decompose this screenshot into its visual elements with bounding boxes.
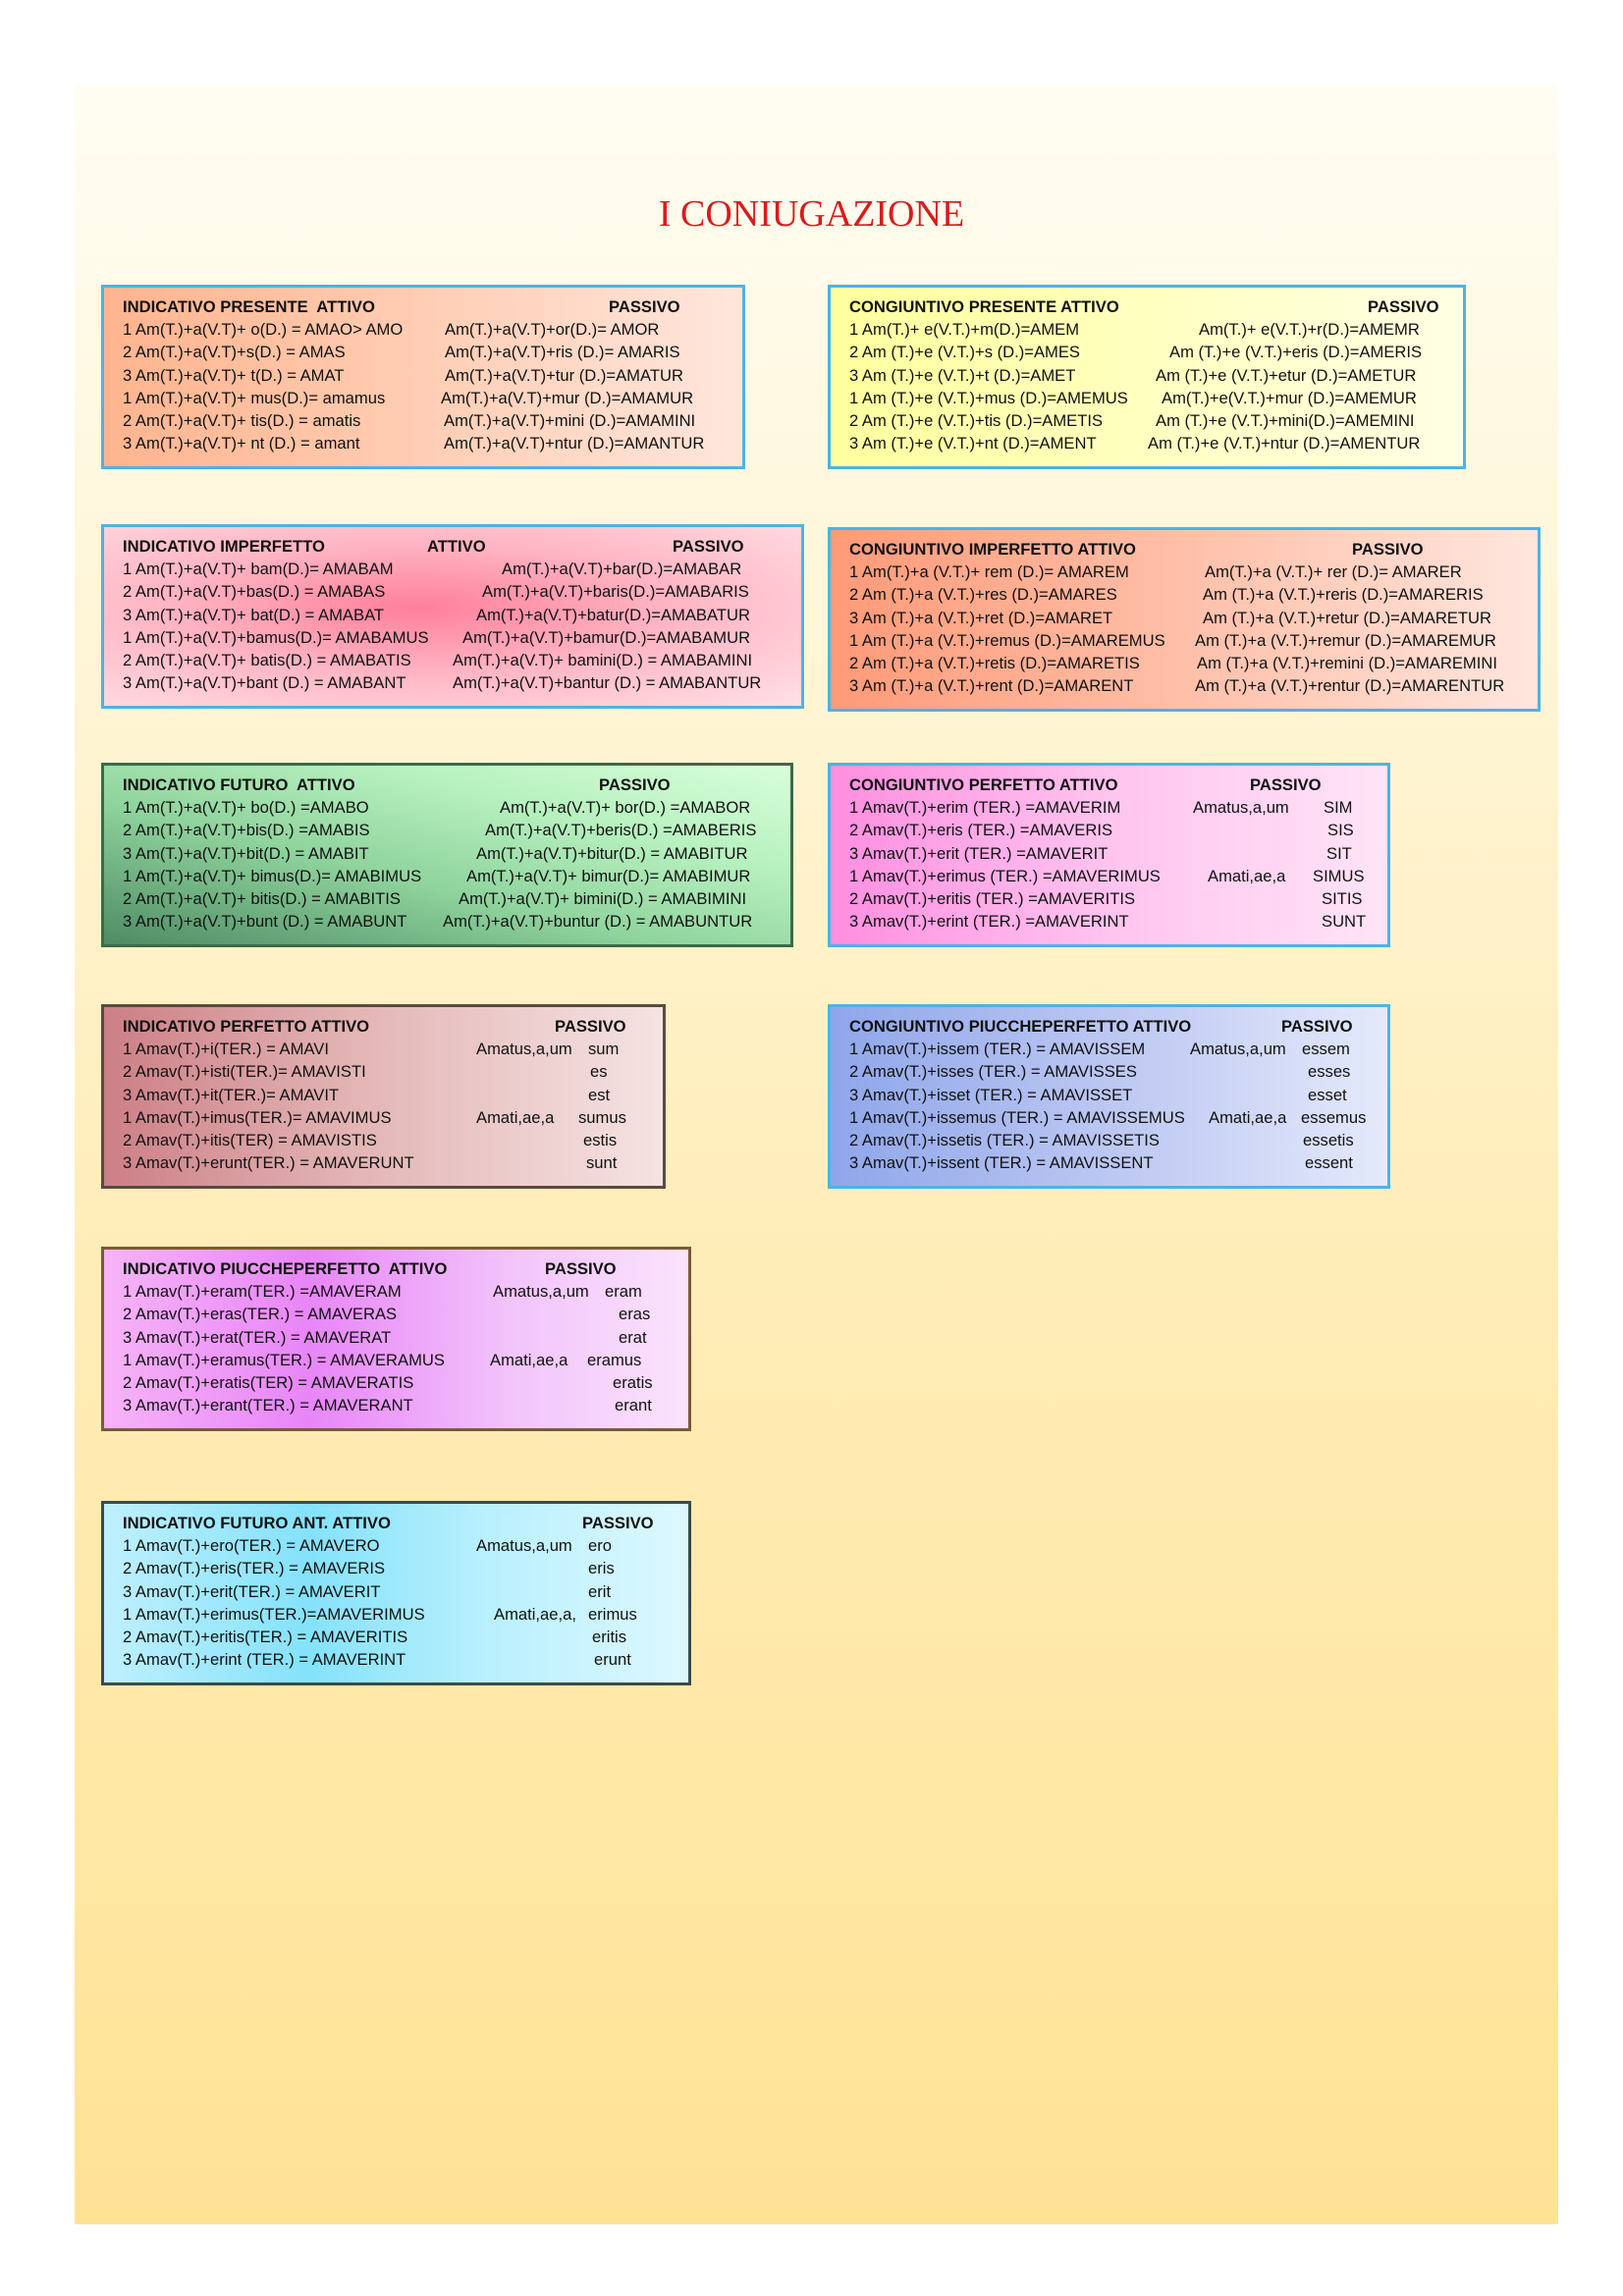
auxiliary: SIS bbox=[1327, 821, 1354, 840]
active-form: 2 Am(T.)+a(V.T)+bis(D.) =AMABIS bbox=[123, 821, 370, 840]
auxiliary: essemus bbox=[1301, 1107, 1367, 1127]
indicativo-perfetto-table bbox=[101, 1004, 666, 1189]
active-form: 1 Amav(T.)+imus(TER.)= AMAVIMUS bbox=[123, 1107, 392, 1127]
table-row bbox=[849, 1151, 1376, 1174]
auxiliary: erant bbox=[615, 1396, 652, 1415]
passive-form: Am(T.)+a(V.T)+batur(D.)=AMABATUR bbox=[476, 605, 750, 624]
table-row bbox=[849, 652, 1526, 674]
auxiliary: erit bbox=[588, 1581, 612, 1601]
passive-form: Am(T.)+a(V.T)+ bimur(D.)= AMABIMUR bbox=[466, 866, 751, 885]
table-row bbox=[123, 1326, 676, 1349]
auxiliary: essent bbox=[1305, 1153, 1353, 1173]
active-form: 2 Amav(T.)+eritis(TER.) = AMAVERITIS bbox=[123, 1627, 408, 1646]
active-form: 3 Amav(T.)+erit (TER.) =AMAVERIT bbox=[849, 843, 1109, 863]
table-header bbox=[123, 1015, 651, 1038]
table-row bbox=[849, 1106, 1376, 1129]
active-form: 3 Am(T.)+a(V.T)+bit(D.) = AMABIT bbox=[123, 843, 369, 863]
table-row bbox=[123, 819, 779, 841]
active-form: 1 Amav(T.)+ero(TER.) = AMAVERO bbox=[123, 1536, 380, 1556]
table-row bbox=[123, 1349, 676, 1371]
passive-form: Am (T.)+a (V.T.)+retur (D.)=AMARETUR bbox=[1203, 608, 1491, 627]
active-form: 3 Amav(T.)+issent (TER.) = AMAVISSENT bbox=[849, 1153, 1154, 1173]
header-active-label: INDICATIVO PIUCCHEPERFETTO ATTIVO bbox=[123, 1259, 448, 1278]
auxiliary: eris bbox=[588, 1559, 615, 1578]
auxiliary: eritis bbox=[592, 1627, 627, 1646]
active-form: 1 Am(T.)+a(V.T)+ bimus(D.)= AMABIMUS bbox=[123, 866, 422, 885]
active-form: 3 Am(T.)+a(V.T)+ bat(D.) = AMABAT bbox=[123, 605, 385, 624]
active-form: 1 Amav(T.)+i(TER.) = AMAVI bbox=[123, 1040, 329, 1059]
table-row bbox=[123, 1371, 676, 1394]
header-active-label: INDICATIVO FUTURO ANT. ATTIVO bbox=[123, 1514, 391, 1532]
passive-form: Am(T.)+a(V.T)+tur (D.)=AMATUR bbox=[445, 365, 683, 385]
auxiliary: SIMUS bbox=[1313, 866, 1365, 885]
active-form: 3 Am(T.)+a(V.T)+ nt (D.) = amant bbox=[123, 434, 360, 454]
table-row bbox=[123, 1280, 676, 1303]
auxiliary: essem bbox=[1302, 1040, 1350, 1059]
table-row bbox=[123, 649, 789, 671]
active-form: 2 Am(T.)+a(V.T)+ bitis(D.) = AMABITIS bbox=[123, 888, 401, 908]
active-form: 3 Amav(T.)+erit(TER.) = AMAVERIT bbox=[123, 1581, 381, 1601]
active-form: 1 Amav(T.)+erimus(TER.)=AMAVERIMUS bbox=[123, 1604, 425, 1624]
passive-form: Am (T.)+e (V.T.)+eris (D.)=AMERIS bbox=[1169, 343, 1423, 362]
header-active-label: INDICATIVO PERFETTO ATTIVO bbox=[123, 1017, 370, 1036]
passive-form: Am(T.)+a(V.T)+ bimini(D.) = AMABIMINI bbox=[459, 888, 747, 908]
table-row bbox=[123, 865, 779, 887]
table-row bbox=[849, 364, 1451, 387]
active-form: 3 Amav(T.)+erat(TER.) = AMAVERAT bbox=[123, 1327, 392, 1347]
active-form: 3 Am(T.)+a(V.T)+bant (D.) = AMABANT bbox=[123, 673, 406, 693]
table-row bbox=[849, 1129, 1376, 1151]
table-row bbox=[849, 561, 1526, 583]
auxiliary: essetis bbox=[1303, 1130, 1354, 1149]
passive-form: Am(T.)+a(V.T)+bitur(D.) = AMABITUR bbox=[476, 843, 748, 863]
header-active-label: INDICATIVO FUTURO ATTIVO bbox=[123, 775, 355, 794]
active-form: 2 Amav(T.)+isses (TER.) = AMAVISSES bbox=[849, 1062, 1137, 1082]
active-form: 3 Am (T.)+e (V.T.)+nt (D.)=AMENT bbox=[849, 434, 1097, 454]
header-passive-label: PASSIVO bbox=[555, 1017, 626, 1036]
table-header bbox=[123, 774, 779, 796]
passive-form: Am(T.)+a(V.T)+ bor(D.) =AMABOR bbox=[500, 798, 751, 818]
table-row bbox=[123, 604, 789, 626]
table-row bbox=[123, 910, 779, 933]
active-form: 3 Amav(T.)+erunt(TER.) = AMAVERUNT bbox=[123, 1153, 414, 1173]
passive-form: Am(T.)+a(V.T)+bantur (D.) = AMABANTUR bbox=[453, 673, 762, 693]
active-form: 1 Am(T.)+a(V.T)+ mus(D.)= amamus bbox=[123, 388, 386, 407]
active-form: 2 Am(T.)+a(V.T)+ tis(D.) = amatis bbox=[123, 410, 361, 430]
participle: Amatus,a,um bbox=[476, 1040, 572, 1059]
passive-form: Am (T.)+a (V.T.)+remini (D.)=AMAREMINI bbox=[1197, 653, 1497, 672]
table-row bbox=[849, 318, 1451, 341]
indicativo-imperfetto-table bbox=[101, 524, 804, 709]
table-row bbox=[849, 674, 1526, 697]
active-form: 2 Amav(T.)+eritis (TER.) =AMAVERITIS bbox=[849, 888, 1136, 908]
table-header bbox=[849, 538, 1526, 561]
auxiliary: erat bbox=[619, 1327, 647, 1347]
table-row bbox=[849, 1038, 1376, 1060]
active-form: 3 Amav(T.)+erint (TER.) = AMAVERINT bbox=[123, 1650, 406, 1670]
header-active-label: CONGIUNTIVO IMPERFETTO ATTIVO bbox=[849, 540, 1136, 559]
active-form: 1 Am (T.)+a (V.T.)+remus (D.)=AMAREMUS bbox=[849, 630, 1165, 650]
passive-form: Am(T.)+a(V.T)+bar(D.)=AMABAR bbox=[502, 560, 742, 579]
auxiliary: SUNT bbox=[1322, 912, 1367, 932]
active-form: 3 Am(T.)+a(V.T)+ t(D.) = AMAT bbox=[123, 365, 345, 385]
table-row bbox=[849, 819, 1376, 841]
auxiliary: ero bbox=[588, 1536, 612, 1556]
auxiliary: sunt bbox=[586, 1153, 618, 1173]
passive-form: Am(T.)+e(V.T.)+mur (D.)=AMEMUR bbox=[1162, 388, 1417, 407]
table-row bbox=[849, 341, 1451, 363]
table-header bbox=[123, 1257, 676, 1280]
header-mood-label: INDICATIVO IMPERFETTO bbox=[123, 537, 325, 556]
participle: Amati,ae,a bbox=[476, 1107, 555, 1127]
header-active-label: ATTIVO bbox=[427, 537, 486, 556]
header-passive-label: PASSIVO bbox=[1250, 775, 1322, 794]
active-form: 2 Amav(T.)+eratis(TER) = AMAVERATIS bbox=[123, 1372, 414, 1392]
passive-form: Am(T.)+a(V.T)+ntur (D.)=AMANTUR bbox=[444, 434, 705, 454]
header-active-label: CONGIUNTIVO PIUCCHEPERFETTO ATTIVO bbox=[849, 1017, 1192, 1036]
active-form: 3 Amav(T.)+erint (TER.) =AMAVERINT bbox=[849, 912, 1129, 932]
passive-form: Am(T.)+ e(V.T.)+r(D.)=AMEMR bbox=[1199, 320, 1420, 340]
table-header bbox=[849, 295, 1451, 318]
active-form: 1 Am(T.)+a(V.T)+ o(D.) = AMAO> AMO bbox=[123, 320, 404, 340]
active-form: 2 Amav(T.)+isti(TER.)= AMAVISTI bbox=[123, 1062, 366, 1082]
header-passive-label: PASSIVO bbox=[545, 1259, 617, 1278]
table-row bbox=[123, 1106, 651, 1129]
table-row bbox=[123, 1303, 676, 1325]
table-row bbox=[849, 432, 1451, 454]
table-row bbox=[123, 1557, 676, 1579]
header-passive-label: PASSIVO bbox=[1352, 540, 1424, 559]
auxiliary: sumus bbox=[578, 1107, 626, 1127]
active-form: 1 Amav(T.)+erim (TER.) =AMAVERIM bbox=[849, 798, 1121, 818]
congiuntivo-presente-table bbox=[828, 285, 1466, 469]
auxiliary: eram bbox=[605, 1282, 642, 1302]
active-form: 3 Am (T.)+a (V.T.)+rent (D.)=AMARENT bbox=[849, 676, 1134, 696]
table-row bbox=[123, 341, 730, 363]
active-form: 3 Am (T.)+a (V.T.)+ret (D.)=AMARET bbox=[849, 608, 1113, 627]
table-row bbox=[123, 1603, 676, 1626]
header-passive-label: PASSIVO bbox=[609, 297, 680, 316]
passive-form: Am(T.)+a(V.T)+or(D.)= AMOR bbox=[445, 320, 660, 340]
table-row bbox=[123, 1534, 676, 1557]
active-form: 2 Am (T.)+a (V.T.)+retis (D.)=AMARETIS bbox=[849, 653, 1140, 672]
passive-form: Am(T.)+a(V.T)+baris(D.)=AMABARIS bbox=[482, 582, 749, 602]
active-form: 3 Am (T.)+e (V.T.)+t (D.)=AMET bbox=[849, 365, 1076, 385]
auxiliary: SIT bbox=[1326, 843, 1352, 863]
table-row bbox=[849, 796, 1376, 819]
table-row bbox=[849, 387, 1451, 409]
indicativo-piuccheperfetto-table bbox=[101, 1247, 691, 1431]
auxiliary: sum bbox=[588, 1040, 620, 1059]
auxiliary: est bbox=[588, 1085, 611, 1104]
passive-form: Am (T.)+e (V.T.)+mini(D.)=AMEMINI bbox=[1156, 410, 1415, 430]
table-row bbox=[123, 1151, 651, 1174]
participle: Amati,ae,a, bbox=[494, 1604, 576, 1624]
active-form: 2 Amav(T.)+eras(TER.) = AMAVERAS bbox=[123, 1305, 398, 1324]
page-title: I CONIUGAZIONE bbox=[658, 193, 965, 235]
active-form: 1 Am(T.)+a(V.T)+bamus(D.)= AMABAMUS bbox=[123, 627, 429, 647]
active-form: 1 Am(T.)+a(V.T)+ bam(D.)= AMABAM bbox=[123, 560, 394, 579]
active-form: 2 Am(T.)+a(V.T)+ batis(D.) = AMABATIS bbox=[123, 650, 411, 669]
table-row bbox=[123, 1580, 676, 1603]
table-row bbox=[849, 1060, 1376, 1083]
participle: Amatus,a,um bbox=[1190, 1040, 1286, 1059]
passive-form: Am(T.)+a (V.T.)+ rer (D.)= AMARER bbox=[1205, 562, 1462, 582]
passive-form: Am(T.)+a(V.T)+buntur (D.) = AMABUNTUR bbox=[443, 912, 753, 932]
passive-form: Am (T.)+a (V.T.)+remur (D.)=AMAREMUR bbox=[1195, 630, 1496, 650]
passive-form: Am (T.)+a (V.T.)+reris (D.)=AMARERIS bbox=[1203, 585, 1484, 605]
active-form: 3 Am(T.)+a(V.T)+bunt (D.) = AMABUNT bbox=[123, 912, 407, 932]
passive-form: Am (T.)+e (V.T.)+etur (D.)=AMETUR bbox=[1156, 365, 1417, 385]
table-row bbox=[123, 1038, 651, 1060]
table-row bbox=[123, 409, 730, 432]
active-form: 3 Amav(T.)+erant(TER.) = AMAVERANT bbox=[123, 1396, 413, 1415]
table-row bbox=[849, 583, 1526, 606]
header-passive-label: PASSIVO bbox=[1368, 297, 1439, 316]
active-form: 1 Amav(T.)+eram(TER.) =AMAVERAM bbox=[123, 1282, 402, 1302]
congiuntivo-perfetto-table bbox=[828, 763, 1390, 947]
auxiliary: esset bbox=[1308, 1085, 1347, 1104]
header-passive-label: PASSIVO bbox=[599, 775, 671, 794]
active-form: 2 Amav(T.)+eris(TER.) = AMAVERIS bbox=[123, 1559, 386, 1578]
auxiliary: es bbox=[590, 1062, 608, 1082]
active-form: 2 Amav(T.)+eris (TER.) =AMAVERIS bbox=[849, 821, 1113, 840]
table-row bbox=[849, 607, 1526, 629]
table-header bbox=[123, 1512, 676, 1534]
table-row bbox=[123, 1626, 676, 1648]
active-form: 1 Am(T.)+a (V.T.)+ rem (D.)= AMAREM bbox=[849, 562, 1129, 582]
active-form: 2 Am(T.)+a(V.T)+bas(D.) = AMABAS bbox=[123, 582, 386, 602]
participle: Amati,ae,a bbox=[490, 1350, 568, 1369]
active-form: 1 Amav(T.)+issemus (TER.) = AMAVISSEMUS bbox=[849, 1107, 1185, 1127]
auxiliary: esses bbox=[1308, 1062, 1351, 1082]
table-row bbox=[123, 1648, 676, 1671]
participle: Amati,ae,a bbox=[1209, 1107, 1287, 1127]
indicativo-futuro-table bbox=[101, 763, 793, 947]
passive-form: Am(T.)+a(V.T)+bamur(D.)=AMABAMUR bbox=[462, 627, 751, 647]
participle: Amati,ae,a bbox=[1208, 866, 1286, 885]
passive-form: Am (T.)+a (V.T.)+rentur (D.)=AMARENTUR bbox=[1195, 676, 1505, 696]
active-form: 3 Amav(T.)+it(TER.)= AMAVIT bbox=[123, 1085, 340, 1104]
active-form: 2 Amav(T.)+issetis (TER.) = AMAVISSETIS bbox=[849, 1130, 1160, 1149]
table-row bbox=[849, 910, 1376, 933]
auxiliary: eratis bbox=[613, 1372, 653, 1392]
table-row bbox=[849, 842, 1376, 865]
participle: Amatus,a,um bbox=[493, 1282, 589, 1302]
table-row bbox=[123, 1129, 651, 1151]
table-row bbox=[123, 558, 789, 580]
table-row bbox=[123, 626, 789, 649]
table-header bbox=[123, 535, 789, 558]
passive-form: Am(T.)+a(V.T)+ris (D.)= AMARIS bbox=[445, 343, 680, 362]
active-form: 1 Amav(T.)+issem (TER.) = AMAVISSEM bbox=[849, 1040, 1146, 1059]
passive-form: Am(T.)+a(V.T)+mini (D.)=AMAMINI bbox=[444, 410, 696, 430]
table-row bbox=[849, 865, 1376, 887]
header-active-label: INDICATIVO PRESENTE ATTIVO bbox=[123, 297, 375, 316]
passive-form: Am (T.)+e (V.T.)+ntur (D.)=AMENTUR bbox=[1148, 434, 1421, 454]
indicativo-presente-table bbox=[101, 285, 745, 469]
table-header bbox=[123, 295, 730, 318]
passive-form: Am(T.)+a(V.T)+mur (D.)=AMAMUR bbox=[441, 388, 694, 407]
table-row bbox=[123, 887, 779, 910]
table-row bbox=[123, 318, 730, 341]
header-passive-label: PASSIVO bbox=[673, 537, 744, 556]
active-form: 1 Am (T.)+e (V.T.)+mus (D.)=AMEMUS bbox=[849, 388, 1128, 407]
active-form: 1 Amav(T.)+eramus(TER.) = AMAVERAMUS bbox=[123, 1350, 445, 1369]
active-form: 2 Am (T.)+a (V.T.)+res (D.)=AMARES bbox=[849, 585, 1117, 605]
header-passive-label: PASSIVO bbox=[1281, 1017, 1353, 1036]
header-active-label: CONGIUNTIVO PERFETTO ATTIVO bbox=[849, 775, 1118, 794]
table-header bbox=[849, 774, 1376, 796]
table-row bbox=[123, 1394, 676, 1416]
auxiliary: erimus bbox=[588, 1604, 637, 1624]
table-row bbox=[123, 1084, 651, 1106]
passive-form: Am(T.)+a(V.T)+ bamini(D.) = AMABAMINI bbox=[453, 650, 753, 669]
table-row bbox=[123, 387, 730, 409]
auxiliary: estis bbox=[583, 1130, 618, 1149]
table-row bbox=[849, 887, 1376, 910]
indicativo-futuro-anteriore-table bbox=[101, 1501, 691, 1685]
active-form: 1 Am(T.)+a(V.T)+ bo(D.) =AMABO bbox=[123, 798, 369, 818]
table-row bbox=[123, 432, 730, 454]
active-form: 2 Amav(T.)+itis(TER) = AMAVISTIS bbox=[123, 1130, 377, 1149]
auxiliary: SIM bbox=[1324, 798, 1353, 818]
table-row bbox=[123, 842, 779, 865]
table-header bbox=[849, 1015, 1376, 1038]
table-row bbox=[123, 671, 789, 694]
congiuntivo-piuccheperfetto-table bbox=[828, 1004, 1390, 1189]
active-form: 2 Am (T.)+e (V.T.)+s (D.)=AMES bbox=[849, 343, 1080, 362]
active-form: 1 Amav(T.)+erimus (TER.) =AMAVERIMUS bbox=[849, 866, 1161, 885]
active-form: 1 Am(T.)+ e(V.T.)+m(D.)=AMEM bbox=[849, 320, 1080, 340]
passive-form: Am(T.)+a(V.T)+beris(D.) =AMABERIS bbox=[485, 821, 757, 840]
participle: Amatus,a,um bbox=[476, 1536, 572, 1556]
active-form: 3 Amav(T.)+isset (TER.) = AMAVISSET bbox=[849, 1085, 1133, 1104]
table-row bbox=[123, 1060, 651, 1083]
table-row bbox=[849, 409, 1451, 432]
active-form: 2 Am (T.)+e (V.T.)+tis (D.)=AMETIS bbox=[849, 410, 1104, 430]
table-row bbox=[123, 796, 779, 819]
congiuntivo-imperfetto-table bbox=[828, 527, 1541, 712]
table-row bbox=[849, 1084, 1376, 1106]
auxiliary: eras bbox=[619, 1305, 651, 1324]
auxiliary: SITIS bbox=[1322, 888, 1363, 908]
header-active-label: CONGIUNTIVO PRESENTE ATTIVO bbox=[849, 297, 1119, 316]
table-row bbox=[123, 580, 789, 603]
active-form: 2 Am(T.)+a(V.T)+s(D.) = AMAS bbox=[123, 343, 346, 362]
table-row bbox=[123, 364, 730, 387]
participle: Amatus,a,um bbox=[1193, 798, 1289, 818]
auxiliary: erunt bbox=[594, 1650, 631, 1670]
table-row bbox=[849, 629, 1526, 652]
auxiliary: eramus bbox=[587, 1350, 642, 1369]
header-passive-label: PASSIVO bbox=[582, 1514, 654, 1532]
